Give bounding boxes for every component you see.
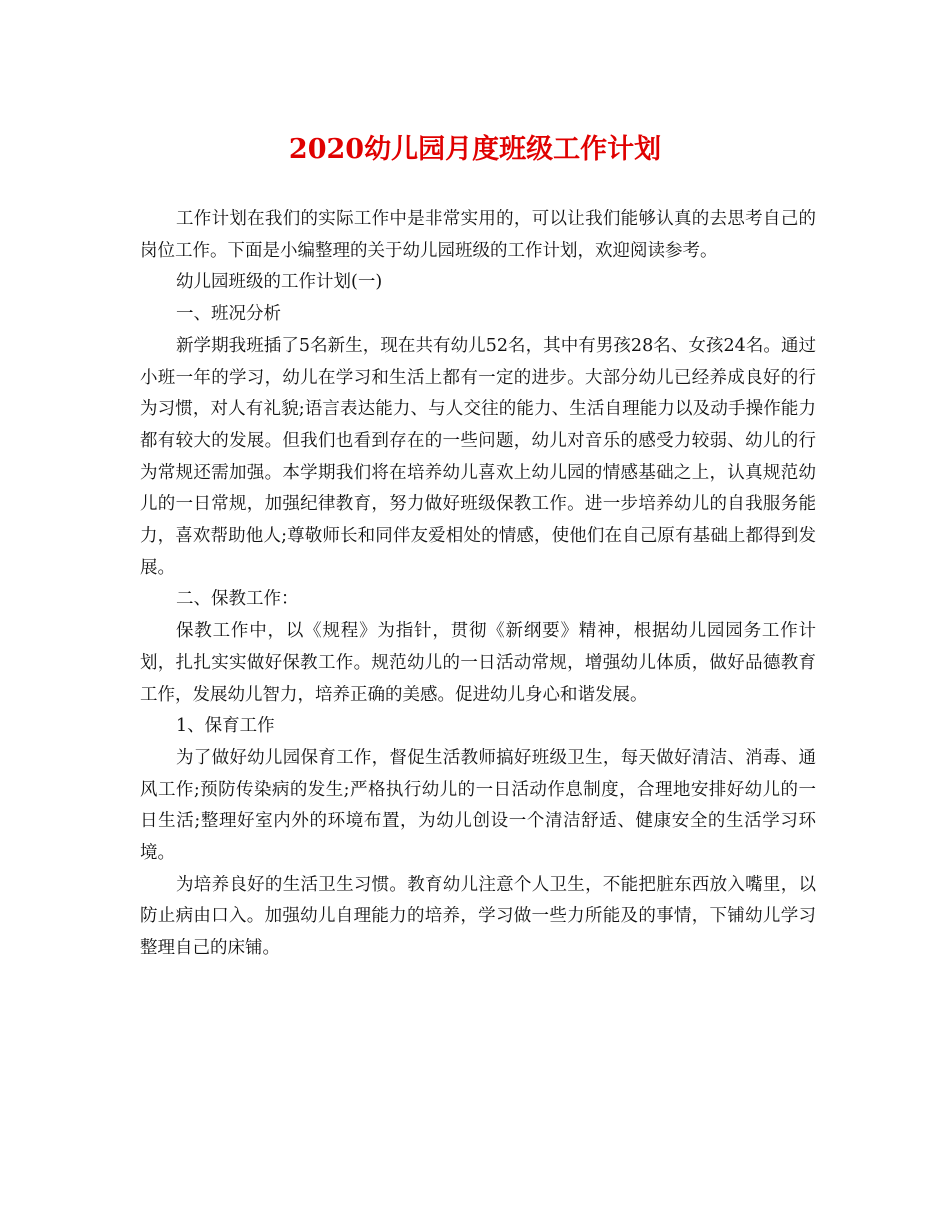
document-body [140,204,816,965]
section-heading-care-education: 二、保教工作： [176,589,299,610]
subsection-heading-nursing: 1、保育工作 [176,716,275,737]
paragraph-plan-heading: 幼儿园班级的工作计划(一) [176,272,383,293]
document-title: 2020幼儿园月度班级工作计划 [288,134,662,165]
section-heading-class-analysis: 一、班况分析 [176,304,281,325]
paragraph-intro: 工作计划在我们的实际工作中是非常实用的，可以让我们能够认真的去思考自己的岗位工作。下面是小编整理的关于幼儿园班级的工作计划，欢迎阅读参考。 [140,209,816,261]
paragraph-nursing: 为了做好幼儿园保育工作，督促生活教师搞好班级卫生，每天做好清洁、消毒、通风工作;预防传染病的发生;严格执行幼儿的一日活动作息制度，合理地安排好幼儿的一日生活;整理好室内外的环境布置，为幼儿创设一个清洁舒适、健康安全的生活学习环境。 [140,747,816,864]
paragraph-class-analysis: 新学期我班插了5名新生，现在共有幼儿52名，其中有男孩28名、女孩24名。通过小班一年的学习，幼儿在学习和生活上都有一定的进步。大部分幼儿已经养成良好的行为习惯，对人有礼貌;语言表达能力、与人交往的能力、生活自理能力以及动手操作能力都有较大的发展。但我们也看到存在的一些问题，幼儿对音乐的感受力较弱、幼儿的行为常规还需加强。本学期我们将在培养幼儿喜欢上幼儿园的情感基础之上，认真规范幼儿的一日常规，加强纪律教育，努力做好班级保教工作。进一步培养幼儿的自我服务能力，喜欢帮助他人;尊敬师长和同伴友爱相处的情感，使他们在自己原有基础上都得到发展。 [140,335,816,578]
paragraph-hygiene-habits: 为培养良好的生活卫生习惯。教育幼儿注意个人卫生，不能把脏东西放入嘴里，以防止病由口入。加强幼儿自理能力的培养，学习做一些力所能及的事情，下铺幼儿学习整理自己的床铺。 [140,874,816,959]
paragraph-care-education: 保教工作中，以《规程》为指针，贯彻《新纲要》精神，根据幼儿园园务工作计划，扎扎实实做好保教工作。规范幼儿的一日活动常规，增强幼儿体质，做好品德教育工作，发展幼儿智力，培养正确的美感。促进幼儿身心和谐发展。 [140,621,816,705]
